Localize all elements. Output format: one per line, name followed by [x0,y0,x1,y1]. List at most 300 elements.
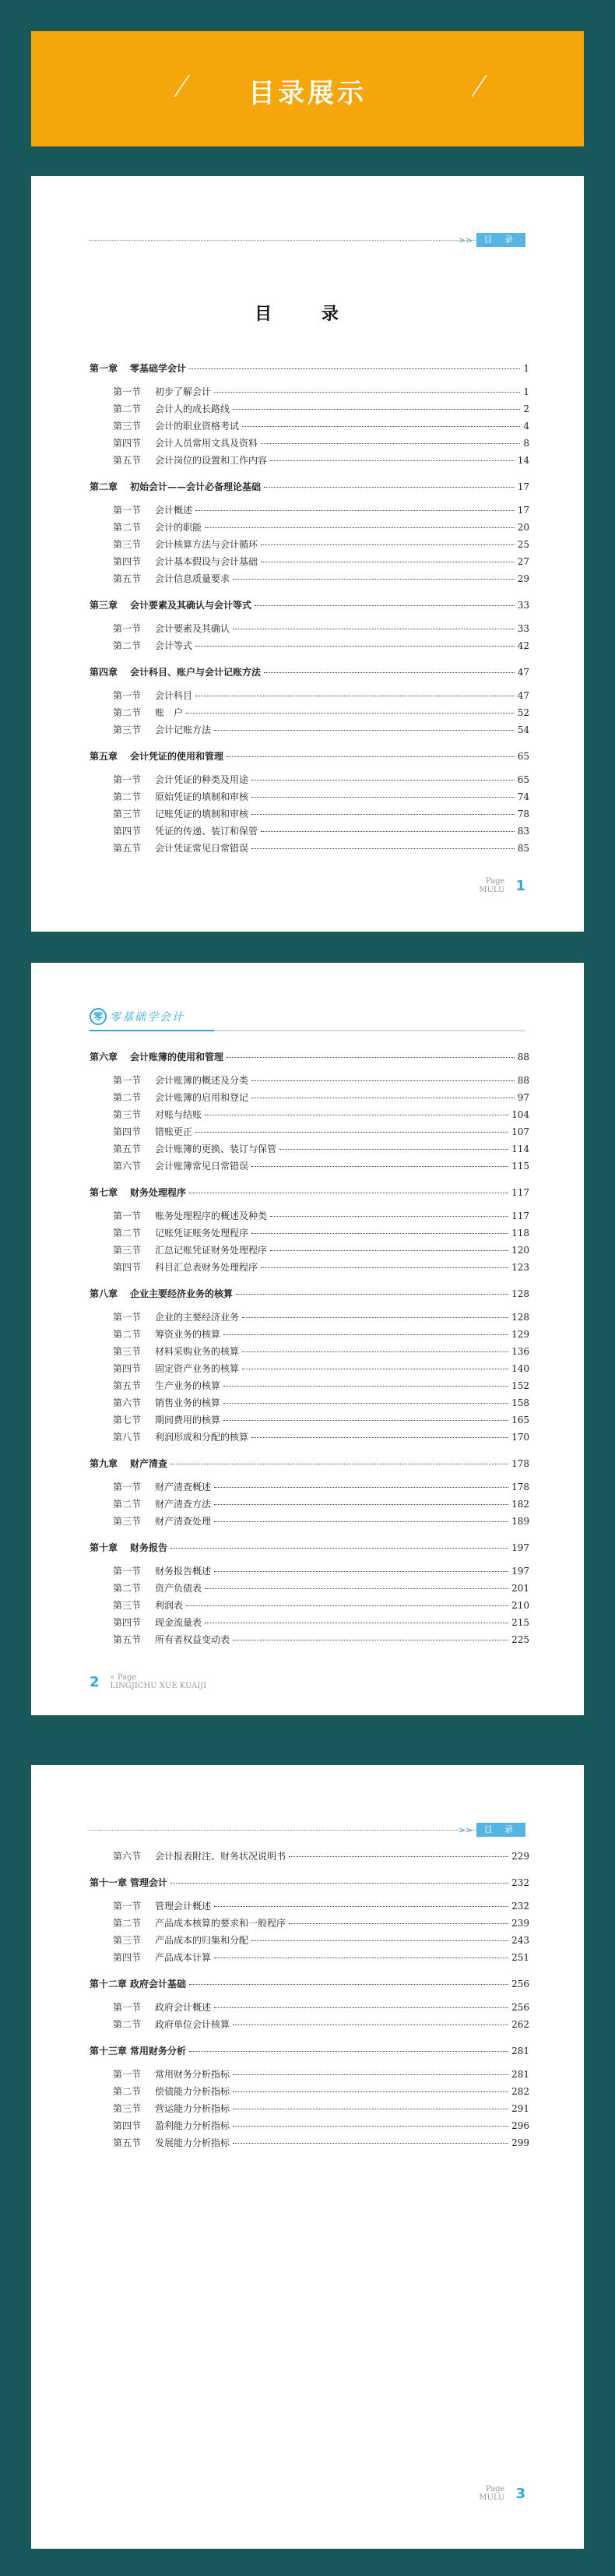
section-number: 第八节 [113,1432,142,1443]
header-banner [31,31,584,146]
page-ref: 189 [511,1516,529,1527]
toc-section-row[interactable] [90,1243,529,1260]
page-ref: 281 [511,2046,529,2056]
toc-chapter-row[interactable] [90,665,529,682]
dot-leader [195,510,515,511]
page-ref: 27 [517,556,529,567]
toc-section-row[interactable] [90,1125,529,1142]
dot-leader [242,1317,508,1318]
page-number: 3 [515,2486,525,2502]
dot-leader [214,1504,508,1505]
page-footer [90,1673,206,1690]
chevron-right-icon: >> [459,234,473,245]
dot-leader [195,1132,508,1133]
section-title: 现金流量表 [155,1617,202,1628]
page-ref: 123 [511,1262,529,1273]
toc-list [90,1050,529,1650]
dot-leader [214,730,515,731]
page-ref: 232 [511,1901,529,1912]
section-title: 会计科目 [155,690,193,701]
toc-section-row[interactable] [90,1951,529,1968]
toc-chapter-row[interactable] [90,1050,529,1067]
section-number: 第五节 [113,2137,142,2148]
section-title: 产品成本核算的要求和一般程序 [155,1918,286,1929]
dot-leader [223,1334,508,1335]
section-title: 发展能力分析指标 [155,2137,230,2148]
dot-leader [214,392,520,393]
toc-section-row[interactable] [90,1362,529,1379]
toc-section-row[interactable] [90,1413,529,1430]
page-ref: 65 [517,774,529,785]
page-ref: 282 [511,2086,529,2097]
toc-section-row[interactable] [90,385,529,402]
section-title: 会计基本假设与会计基础 [155,556,258,567]
section-number: 第四节 [113,2120,142,2131]
section-number: 第一节 [113,1312,142,1323]
section-number: 第二节 [113,1918,142,1929]
toc-section-row[interactable] [90,436,529,453]
toc-section-row[interactable] [90,402,529,419]
dot-leader [233,2091,508,2092]
section-number: 第三节 [113,1600,142,1611]
toc-chapter-row[interactable] [90,749,529,766]
brand-mark-icon: 零 [90,1008,107,1025]
toc-section-row[interactable] [90,2084,529,2102]
toc-section-row[interactable] [90,841,529,858]
toc-section-row[interactable] [90,689,529,706]
toc-section-row[interactable] [90,419,529,436]
section-number: 第二节 [113,791,142,802]
page-ref: 158 [511,1397,529,1408]
page-ref: 33 [517,600,529,611]
page-ref: 85 [517,843,529,854]
dot-leader [223,1386,508,1387]
section-number: 第一节 [113,2069,142,2080]
chapter-number: 第十一章 [90,1877,128,1888]
page-ref: 128 [511,1312,529,1323]
section-number: 第五节 [113,1380,142,1391]
section-title: 偿债能力分析指标 [155,2086,230,2097]
dot-leader [214,1571,508,1572]
page-ref: 54 [517,724,529,735]
section-title: 对账与结账 [155,1109,202,1120]
dot-leader [227,1057,515,1058]
toc-page-2 [31,963,584,1715]
dot-leader [205,527,515,528]
section-title: 政府单位会计核算 [155,2019,230,2030]
section-title: 生产业务的核算 [155,1380,221,1391]
section-title: 会计信息质量要求 [155,573,230,584]
dot-leader [186,713,515,714]
page-ref: 120 [511,1245,529,1256]
dot-leader [270,1216,508,1217]
section-title: 科目汇总表财务处理程序 [155,1262,258,1273]
toc-section-row[interactable] [90,537,529,555]
toc-section-row[interactable] [90,2136,529,2153]
dot-leader [233,2074,508,2075]
section-number: 第一节 [113,774,142,785]
section-title: 会计账簿的启用和登记 [155,1092,249,1103]
section-number: 第三节 [113,421,142,432]
toc-section-row[interactable] [90,1396,529,1413]
footer-page-word: « Page [110,1673,137,1682]
toc-section-row[interactable] [90,1616,529,1633]
page-ref: 74 [517,791,529,802]
section-title: 账 户 [155,707,184,718]
section-title: 营运能力分析指标 [155,2103,230,2114]
page-ref: 17 [517,505,529,516]
footer-sub: LINGJICHU XUE KUAIJI [110,1682,207,1690]
dot-leader [170,1883,508,1884]
dot-leader [195,646,515,647]
page-ref: 229 [511,1851,529,1862]
section-title: 产品成本的归集和分配 [155,1935,249,1946]
page-ref: 29 [517,573,529,584]
section-title: 会计等式 [155,640,193,651]
section-title: 产品成本计算 [155,1952,212,1963]
dot-leader [223,1403,508,1404]
toc-section-row[interactable] [90,824,529,841]
chapter-title: 初始会计——会计必备理论基础 [130,481,262,492]
toc-section-row[interactable] [90,1209,529,1226]
toc-section-row[interactable] [90,1108,529,1125]
page-ref: 152 [511,1380,529,1391]
page-ref: 232 [511,1877,529,1888]
chapter-title: 会计账簿的使用和管理 [130,1052,224,1062]
section-title: 错账更正 [155,1126,193,1137]
toc-section-row[interactable] [90,1598,529,1616]
section-number: 第二节 [113,640,142,651]
toc-section-row[interactable] [90,1310,529,1327]
section-title: 会计人员常用文具及资料 [155,438,258,449]
toc-section-row[interactable] [90,773,529,790]
chapter-title: 零基础学会计 [130,363,187,374]
toc-chapter-row[interactable] [90,1287,529,1304]
section-number: 第一节 [113,1075,142,1086]
section-number: 第三节 [113,1346,142,1357]
toc-section-row[interactable] [90,706,529,723]
page-ref: 17 [517,481,529,492]
toc-section-row[interactable] [90,555,529,572]
dot-leader [261,544,515,545]
page-ref: 14 [517,455,529,466]
section-number: 第一节 [113,1566,142,1577]
dot-leader [233,2143,508,2144]
banner-slash-left: / [171,70,192,101]
chapter-title: 会计要素及其确认与会计等式 [130,600,252,611]
toc-section-row[interactable] [90,520,529,537]
page-ref: 104 [511,1109,529,1120]
toc-section-row[interactable] [90,1633,529,1650]
toc-section-row[interactable] [90,1564,529,1581]
section-number: 第四节 [113,1262,142,1273]
chevron-right-icon: >> [459,1824,473,1835]
section-title: 会计账簿常见日常错误 [155,1161,249,1172]
section-number: 第五节 [113,1634,142,1645]
dot-leader [289,1923,508,1924]
mulu-tag [459,1823,525,1837]
section-number: 第二节 [113,1228,142,1239]
page-ref: 210 [511,1600,529,1611]
page-ref: 197 [511,1566,529,1577]
dot-leader [251,1233,508,1234]
dot-leader [270,460,515,461]
chapter-number: 第七章 [90,1187,118,1198]
toc-section-row[interactable] [90,2017,529,2035]
section-number: 第一节 [113,1901,142,1912]
toc-chapter-row[interactable] [90,1457,529,1474]
toc-section-row[interactable] [90,1091,529,1108]
dot-leader [255,605,515,606]
dot-leader [236,1294,508,1295]
page-ref: 170 [511,1432,529,1443]
toc-section-row[interactable] [90,639,529,656]
chapter-title: 管理会计 [130,1877,168,1888]
section-title: 销售业务的核算 [155,1397,221,1408]
dot-leader [251,780,515,781]
toc-section-row[interactable] [90,1226,529,1243]
toc-section-row[interactable] [90,1344,529,1362]
toc-section-row[interactable] [90,1849,529,1866]
section-title: 财产清查方法 [155,1499,212,1510]
section-title: 会计概述 [155,505,193,516]
page-ref: 118 [511,1228,529,1239]
page-footer [479,2485,525,2502]
toc-section-row[interactable] [90,503,529,520]
dot-leader [251,1437,508,1438]
toc-section-row[interactable] [90,1514,529,1531]
section-title: 记账凭证账务处理程序 [155,1228,249,1239]
dot-leader [270,1250,508,1251]
page-ref: 52 [517,707,529,718]
dot-leader [189,368,520,369]
mulu-tag [459,233,525,247]
dot-leader [233,2126,508,2127]
section-number: 第三节 [113,1245,142,1256]
section-number: 第三节 [113,1516,142,1527]
page-ref: 78 [517,809,529,819]
section-title: 利润形成和分配的核算 [155,1432,249,1443]
section-number: 第一节 [113,623,142,634]
brand-underline [90,1030,525,1031]
toc-section-row[interactable] [90,1379,529,1396]
section-title: 盈利能力分析指标 [155,2120,230,2131]
page-ref: 140 [511,1363,529,1374]
section-number: 第四节 [113,1952,142,1963]
section-title: 政府会计概述 [155,2002,212,2013]
toc-section-row[interactable] [90,453,529,470]
toc-chapter-row[interactable] [90,480,529,497]
section-number: 第一节 [113,1482,142,1492]
toc-section-row[interactable] [90,572,529,589]
chapter-title: 政府会计基础 [130,1979,187,1989]
section-number: 第二节 [113,707,142,718]
toc-section-row[interactable] [90,2119,529,2136]
page-ref: 2 [523,403,529,414]
dot-leader [251,814,515,815]
chapter-title: 常用财务分析 [130,2046,187,2056]
chapter-number: 第三章 [90,600,118,611]
toc-chapter-row[interactable] [90,1977,529,1994]
section-title: 会计核算方法与会计循环 [155,539,258,550]
dot-leader [189,1984,508,1985]
toc-section-row[interactable] [90,723,529,740]
page-ref: 136 [511,1346,529,1357]
section-title: 会计账簿的更换、装订与保管 [155,1144,277,1154]
toc-section-row[interactable] [90,1933,529,1951]
dot-leader [227,756,515,757]
toc-chapter-row[interactable] [90,361,529,379]
dot-leader [261,1267,508,1268]
page-ref: 114 [511,1144,529,1154]
toc-list [90,361,529,858]
page-ref: 215 [511,1617,529,1628]
toc-chapter-row[interactable] [90,598,529,615]
chapter-number: 第六章 [90,1052,118,1062]
page-footer [479,877,525,894]
section-number: 第六节 [113,1161,142,1172]
chapter-number: 第二章 [90,481,118,492]
chapter-title: 企业主要经济业务的核算 [130,1288,234,1299]
chapter-number: 第四章 [90,667,118,678]
toc-section-row[interactable] [90,807,529,824]
page-ref: 296 [511,2120,529,2131]
page-ref: 178 [511,1458,529,1469]
dot-leader [279,1149,508,1150]
chapter-title: 财产清查 [130,1458,168,1469]
section-number: 第四节 [113,826,142,837]
toc-page-3 [31,1765,584,2549]
section-number: 第三节 [113,724,142,735]
page-ref: 182 [511,1499,529,1510]
section-number: 第四节 [113,1363,142,1374]
toc-chapter-row[interactable] [90,1876,529,1893]
page-ref: 178 [511,1482,529,1492]
page-ref: 88 [517,1052,529,1062]
page-ref: 201 [511,1583,529,1594]
section-number: 第三节 [113,1109,142,1120]
section-number: 第一节 [113,505,142,516]
section-number: 第三节 [113,1935,142,1946]
chapter-number: 第八章 [90,1288,118,1299]
dot-leader [289,1856,508,1857]
page-ref: 117 [511,1210,529,1221]
section-number: 第七节 [113,1415,142,1425]
section-number: 第六节 [113,1851,142,1862]
page-ref: 129 [511,1329,529,1340]
section-title: 记账凭证的填制和审核 [155,809,249,819]
section-number: 第一节 [113,690,142,701]
section-number: 第三节 [113,2103,142,2114]
toc-section-row[interactable] [90,1916,529,1933]
section-title: 财产清查概述 [155,1482,212,1492]
section-title: 固定资产业务的核算 [155,1363,240,1374]
toc-page-1 [31,176,584,932]
dot-leader [251,1940,508,1941]
section-title: 财产清查处理 [155,1516,212,1527]
page-ref: 25 [517,539,529,550]
toc-section-row[interactable] [90,1899,529,1916]
section-title: 会计的职业资格考试 [155,421,240,432]
toc-section-row[interactable] [90,1581,529,1598]
section-number: 第二节 [113,1092,142,1103]
page-ref: 1 [523,386,529,397]
section-title: 资产负债表 [155,1583,202,1594]
toc-section-row[interactable] [90,1327,529,1344]
page-ref: 33 [517,623,529,634]
section-number: 第三节 [113,809,142,819]
section-title: 会计的职能 [155,522,202,533]
dot-leader [264,487,515,488]
toc-section-row[interactable] [90,2102,529,2119]
toc-section-row[interactable] [90,1260,529,1277]
dot-leader [170,1548,508,1549]
brand-logo [90,1008,184,1025]
section-number: 第五节 [113,573,142,584]
section-title: 会计凭证的种类及用途 [155,774,249,785]
section-title: 材料采购业务的核算 [155,1346,240,1357]
toc-section-row[interactable] [90,1159,529,1176]
mulu-tag-label: 目 录 [476,1823,526,1837]
chapter-number: 第九章 [90,1458,118,1469]
chapter-title: 财务处理程序 [130,1187,187,1198]
section-title: 原始凭证的填制和审核 [155,791,249,802]
section-number: 第二节 [113,1329,142,1340]
toc-chapter-row[interactable] [90,1186,529,1203]
dot-leader [214,1487,508,1488]
toc-section-row[interactable] [90,1142,529,1159]
toc-section-row[interactable] [90,622,529,639]
section-number: 第一节 [113,1210,142,1221]
section-number: 第四节 [113,1126,142,1137]
page-ref: 256 [511,1979,529,1989]
toc-section-row[interactable] [90,2000,529,2017]
page-ref: 107 [511,1126,529,1137]
dot-leader [214,1906,508,1907]
page-ref: 239 [511,1918,529,1929]
section-number: 第五节 [113,455,142,466]
section-title: 筹资业务的核算 [155,1329,221,1340]
section-number: 第一节 [113,2002,142,2013]
chapter-number: 第一章 [90,363,118,374]
dot-leader [251,1166,508,1167]
section-number: 第二节 [113,403,142,414]
toc-chapter-row[interactable] [90,1541,529,1558]
section-title: 财务报告概述 [155,1566,212,1577]
section-number: 第四节 [113,556,142,567]
toc-section-row[interactable] [90,790,529,807]
toc-section-row[interactable] [90,1073,529,1091]
toc-section-row[interactable] [90,1430,529,1447]
toc-section-row[interactable] [90,1480,529,1497]
page-ref: 8 [523,438,529,449]
banner-title: 目录展示 [248,78,367,109]
page-ref: 243 [511,1935,529,1946]
section-number: 第五节 [113,843,142,854]
section-number: 第二节 [113,522,142,533]
section-number: 第五节 [113,1144,142,1154]
toc-chapter-row[interactable] [90,2044,529,2061]
page-ref: 299 [511,2137,529,2148]
toc-section-row[interactable] [90,2067,529,2084]
dot-leader [261,831,515,832]
section-title: 期间费用的核算 [155,1415,221,1425]
page-ref: 291 [511,2103,529,2114]
page-ref: 65 [517,751,529,762]
toc-section-row[interactable] [90,1497,529,1514]
section-title: 汇总记账凭证财务处理程序 [155,1245,268,1256]
section-number: 第一节 [113,386,142,397]
